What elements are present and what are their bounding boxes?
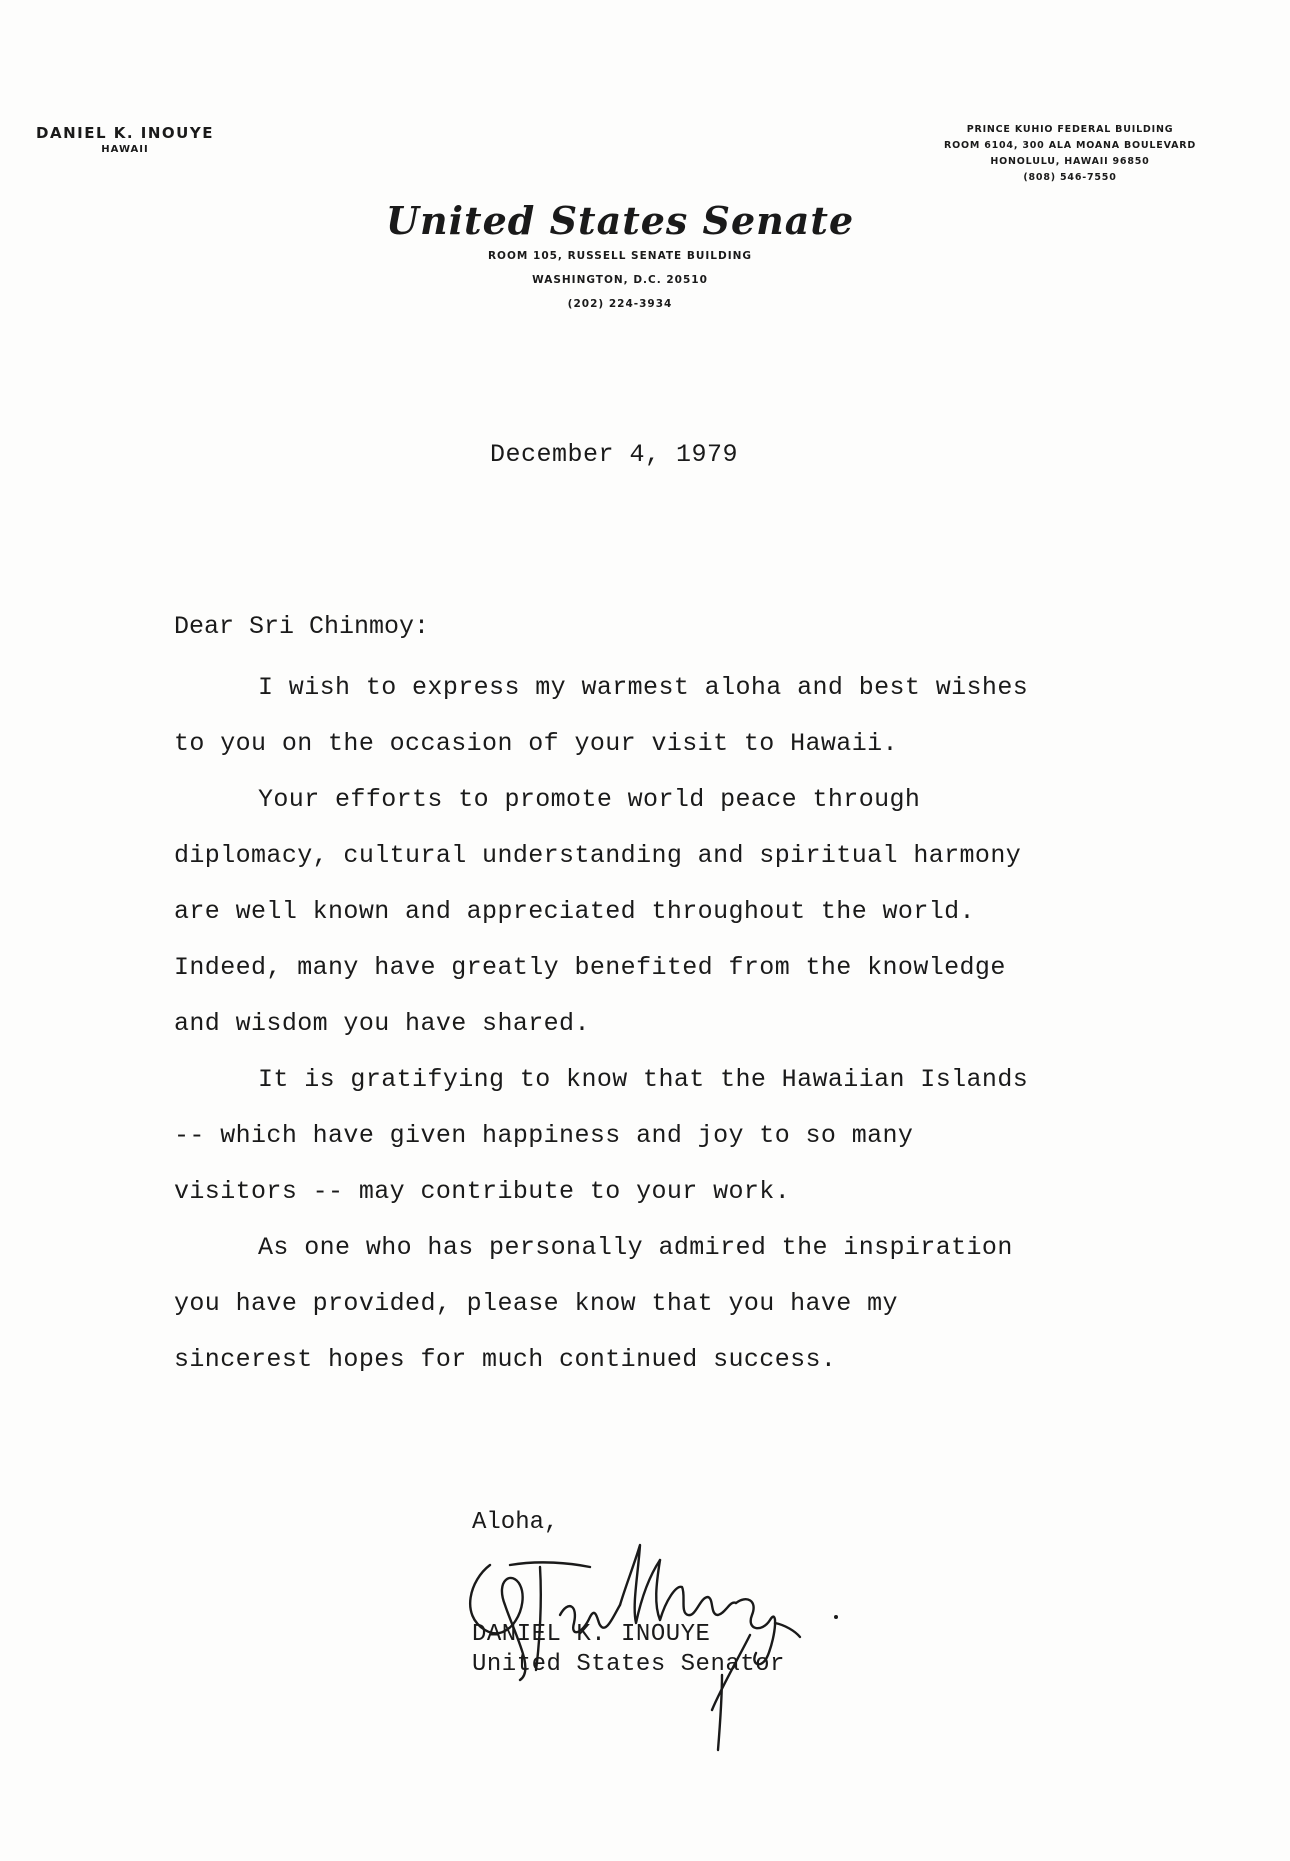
paragraph: As one who has personally admired the inspiration you have provided, please know that you have my sincerest hopes for much continued success. <box>174 1233 1013 1374</box>
letterhead-senator-state: HAWAII <box>101 144 149 155</box>
letterhead-senator-name: DANIEL K. INOUYE <box>36 124 214 142</box>
letter-date: December 4, 1979 <box>490 440 739 469</box>
closing: Aloha, <box>472 1509 559 1536</box>
dc-office-building: ROOM 105, RUSSELL SENATE BUILDING <box>487 250 753 262</box>
signer-name: DANIEL K. INOUYE <box>472 1621 711 1648</box>
letterhead-center <box>380 198 860 316</box>
local-office-phone: (808) 546-7550 <box>1023 172 1117 183</box>
dc-office-address <box>380 244 860 316</box>
signer-block <box>472 1620 785 1680</box>
dc-office-phone: (202) 224-3934 <box>567 298 673 310</box>
letterhead-local-office <box>920 122 1220 186</box>
local-office-building: PRINCE KUHIO FEDERAL BUILDING <box>966 124 1174 135</box>
dc-office-city: WASHINGTON, D.C. 20510 <box>532 274 708 286</box>
letter-body <box>174 660 1034 1388</box>
local-office-street: ROOM 6104, 300 ALA MOANA BOULEVARD <box>943 140 1197 151</box>
local-office-city: HONOLULU, HAWAII 96850 <box>990 156 1150 167</box>
letterhead-senator-block <box>20 124 230 155</box>
salutation: Dear Sri Chinmoy: <box>174 612 430 641</box>
paragraph: I wish to express my warmest aloha and best wishes to you on the occasion of your visit to Hawaii. <box>174 673 1029 758</box>
paragraph: It is gratifying to know that the Hawaiian Islands -- which have given happiness and joy to so many visitors -- may contribute to your work. <box>174 1065 1029 1206</box>
paragraph: Your efforts to promote world peace through diplomacy, cultural understanding and spiritual harmony are well known and appreciated throughout the world. Indeed, many have greatly benefited from the knowledge and wisdom you have shared. <box>174 785 1022 1038</box>
signer-title: United States Senator <box>472 1651 785 1678</box>
letterhead-institution: United States Senate <box>385 198 855 243</box>
